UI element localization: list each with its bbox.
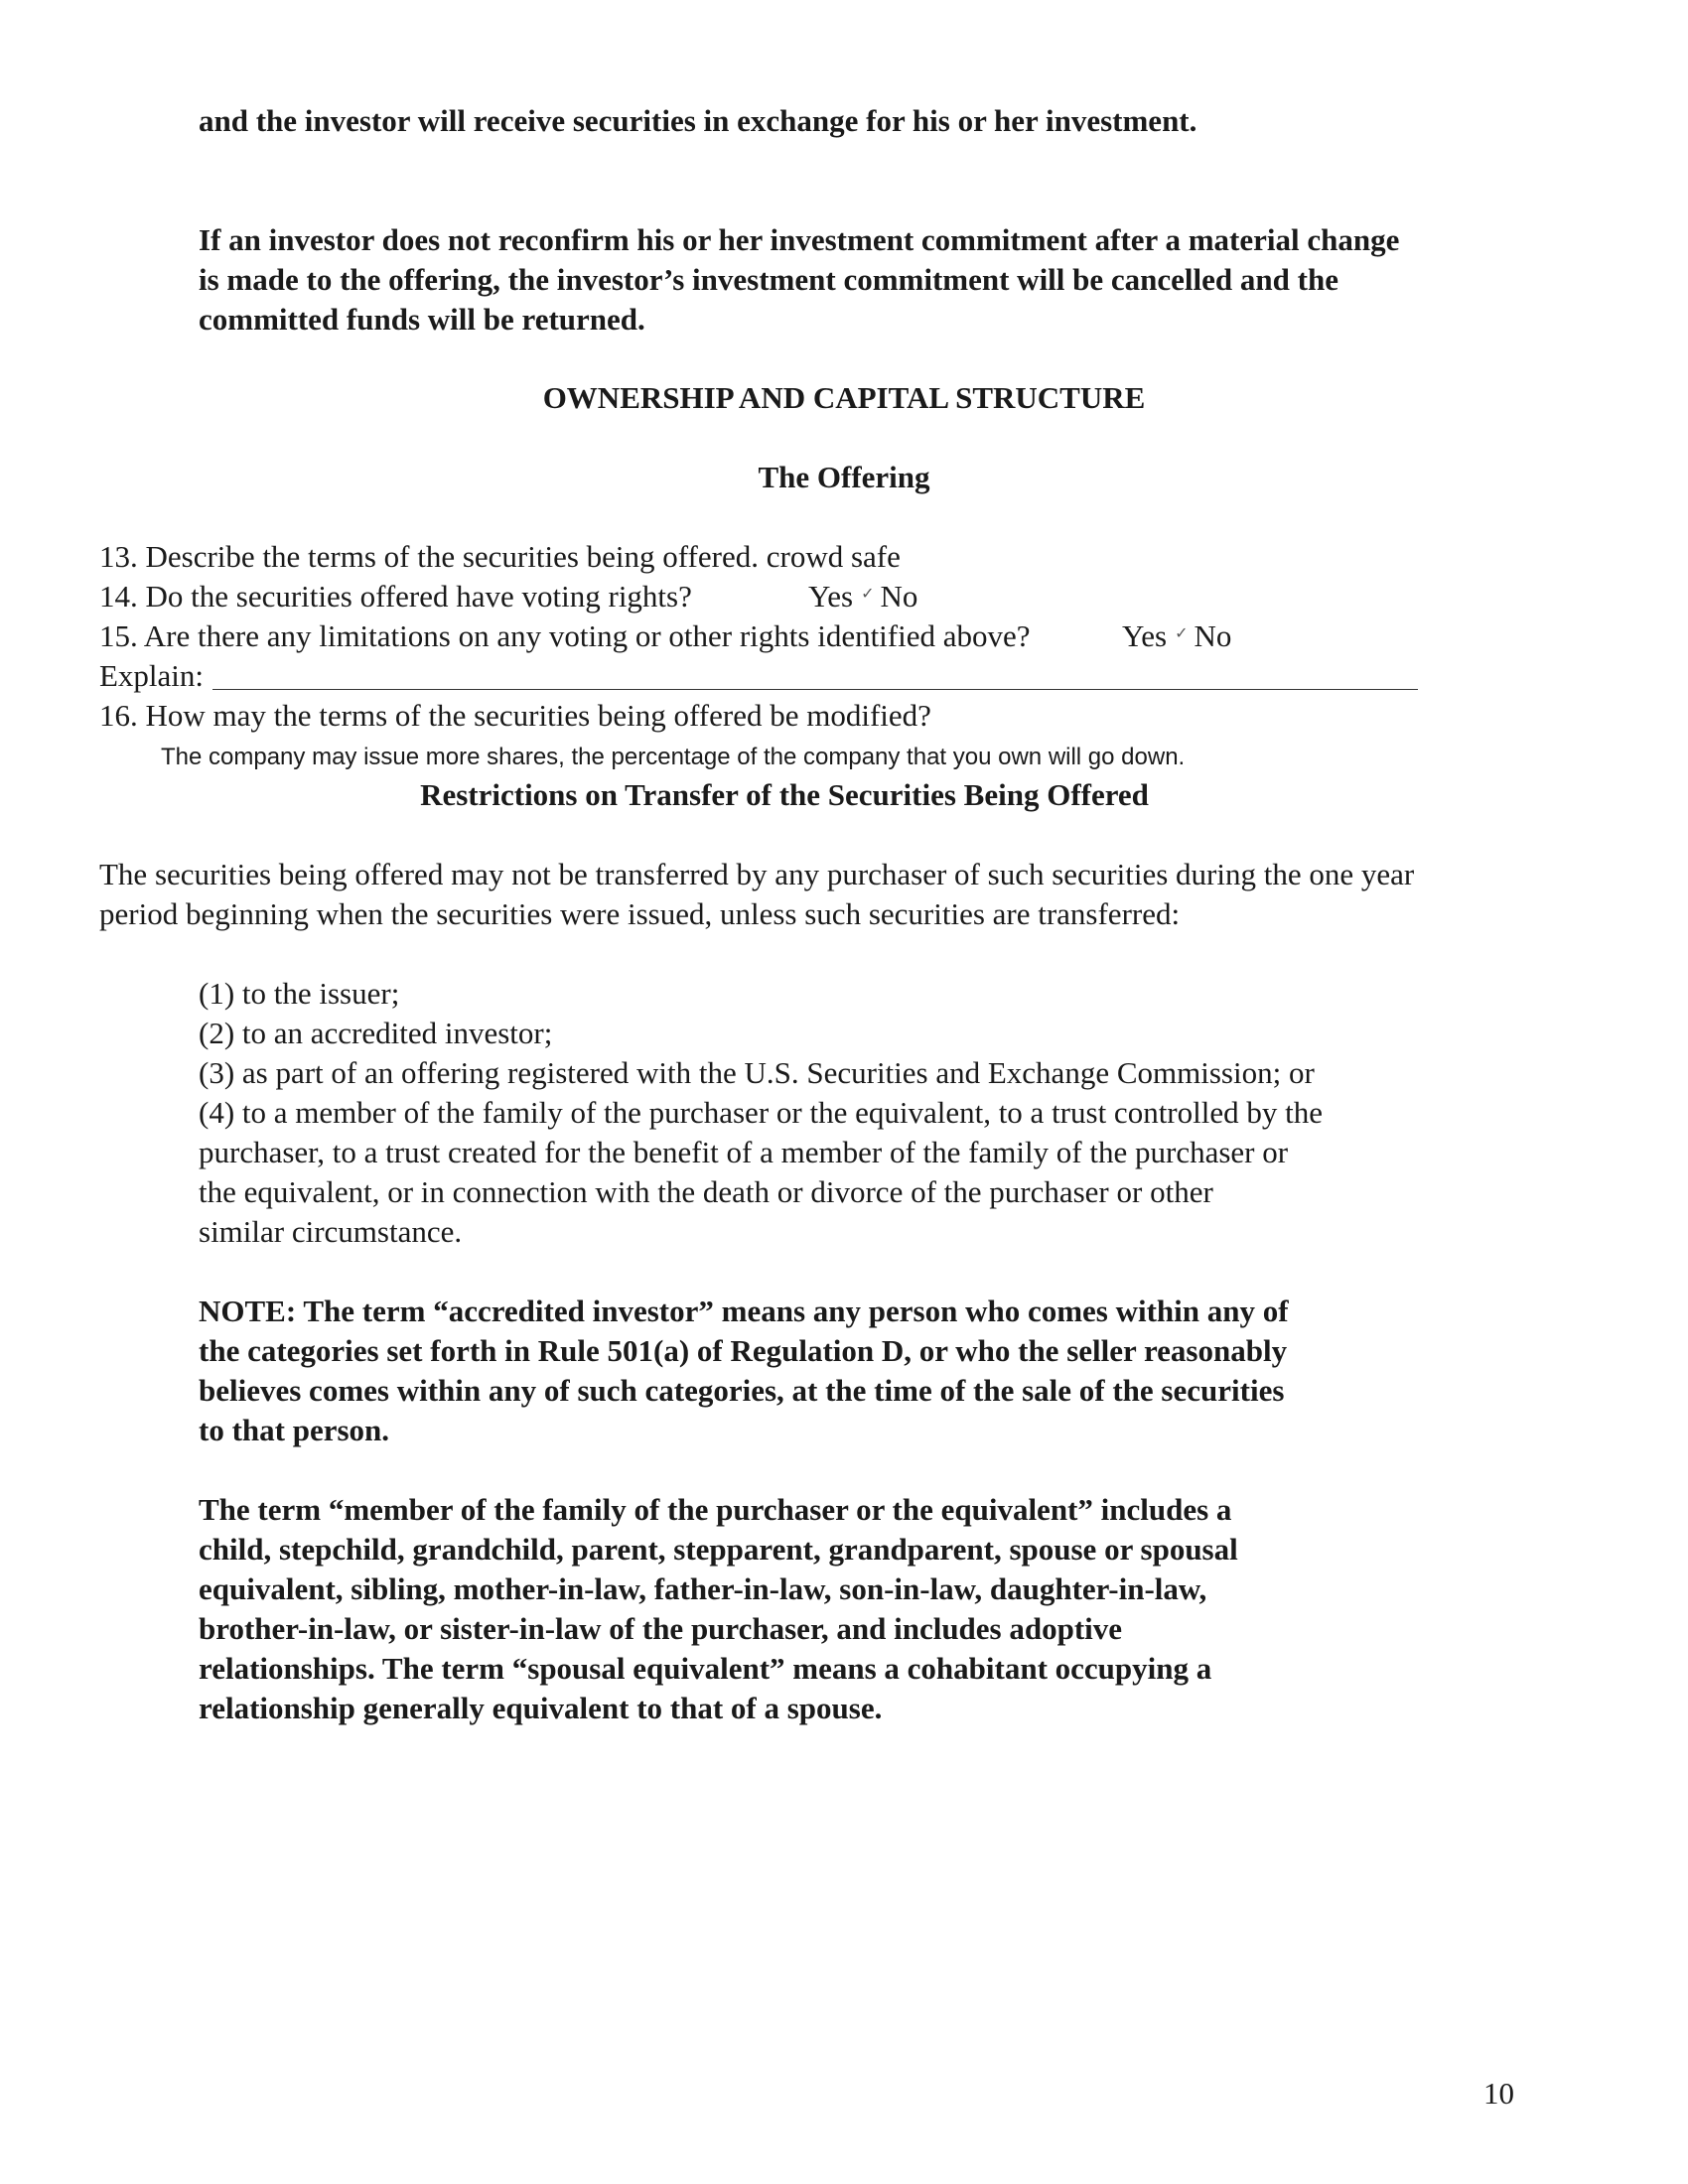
reconfirm-paragraph-line: committed funds will be returned. xyxy=(199,302,645,337)
family-definition-line: relationship generally equivalent to that of a spouse. xyxy=(199,1691,883,1725)
reconfirm-paragraph-line: is made to the offering, the investor’s investment commitment will be cancelled and the xyxy=(199,262,1338,297)
check-mark-icon: ✓ xyxy=(861,586,875,603)
page-number: 10 xyxy=(1483,2076,1514,2111)
question-14 xyxy=(99,577,692,616)
reconfirm-paragraph-line: If an investor does not reconfirm his or her investment commitment after a material change xyxy=(199,222,1400,257)
no-option: No xyxy=(880,579,918,614)
family-definition-line: equivalent, sibling, mother-in-law, father-in-law, son-in-law, daughter-in-law, xyxy=(199,1571,1207,1606)
restrictions-intro-line: The securities being offered may not be transferred by any purchaser of such securities during the one year xyxy=(99,857,1415,891)
note-line: NOTE: The term “accredited investor” means any person who comes within any of xyxy=(199,1294,1289,1328)
family-definition-line: child, stepchild, grandchild, parent, stepparent, grandparent, spouse or spousal xyxy=(199,1532,1238,1567)
note-line: to that person. xyxy=(199,1413,390,1447)
transfer-list-item: (1) to the issuer; xyxy=(199,976,400,1011)
question-15-options xyxy=(1122,616,1231,662)
question-15 xyxy=(99,616,1031,656)
check-mark-icon: ✓ xyxy=(1175,625,1189,642)
question-13 xyxy=(99,537,901,577)
transfer-list-item: (4) to a member of the family of the purchaser or the equivalent, to a trust controlled by the xyxy=(199,1095,1323,1130)
note-line: the categories set forth in Rule 501(a) of Regulation D, or who the seller reasonably xyxy=(199,1333,1288,1368)
question-13-text: 13. Describe the terms of the securities being offered. xyxy=(99,539,759,574)
section-title: OWNERSHIP AND CAPITAL STRUCTURE xyxy=(542,380,1146,415)
family-definition-line: The term “member of the family of the purchaser or the equivalent” includes a xyxy=(199,1492,1232,1527)
question-15-text: 15. Are there any limitations on any voting or other rights identified above? xyxy=(99,618,1031,653)
explain-underline xyxy=(212,689,1418,690)
question-16: 16. How may the terms of the securities being offered be modified? xyxy=(99,698,931,733)
subsection-title: The Offering xyxy=(758,460,930,494)
question-14-text: 14. Do the securities offered have voting rights? xyxy=(99,579,692,614)
family-definition-line: relationships. The term “spousal equivalent” means a cohabitant occupying a xyxy=(199,1651,1212,1686)
transfer-list-item: (3) as part of an offering registered with the U.S. Securities and Exchange Commission; or xyxy=(199,1055,1315,1090)
transfer-list-item: purchaser, to a trust created for the benefit of a member of the family of the purchaser or xyxy=(199,1135,1289,1169)
intro-line: and the investor will receive securities in exchange for his or her investment. xyxy=(199,103,1197,138)
question-16-answer: The company may issue more shares, the percentage of the company that you own will go down. xyxy=(161,744,1186,770)
explain-label: Explain: xyxy=(99,658,205,693)
question-13-answer: crowd safe xyxy=(766,539,901,574)
transfer-list-item: similar circumstance. xyxy=(199,1214,463,1249)
yes-option: Yes xyxy=(1122,618,1168,653)
yes-option: Yes xyxy=(808,579,854,614)
restrictions-title: Restrictions on Transfer of the Securities Being Offered xyxy=(420,777,1149,812)
transfer-list-item: (2) to an accredited investor; xyxy=(199,1016,553,1050)
family-definition-line: brother-in-law, or sister-in-law of the purchaser, and includes adoptive xyxy=(199,1611,1123,1646)
note-line: believes comes within any of such categories, at the time of the sale of the securities xyxy=(199,1373,1285,1408)
transfer-list-item: the equivalent, or in connection with the death or divorce of the purchaser or other xyxy=(199,1174,1213,1209)
restrictions-intro-line: period beginning when the securities were issued, unless such securities are transferred: xyxy=(99,896,1181,931)
no-option: No xyxy=(1194,618,1232,653)
